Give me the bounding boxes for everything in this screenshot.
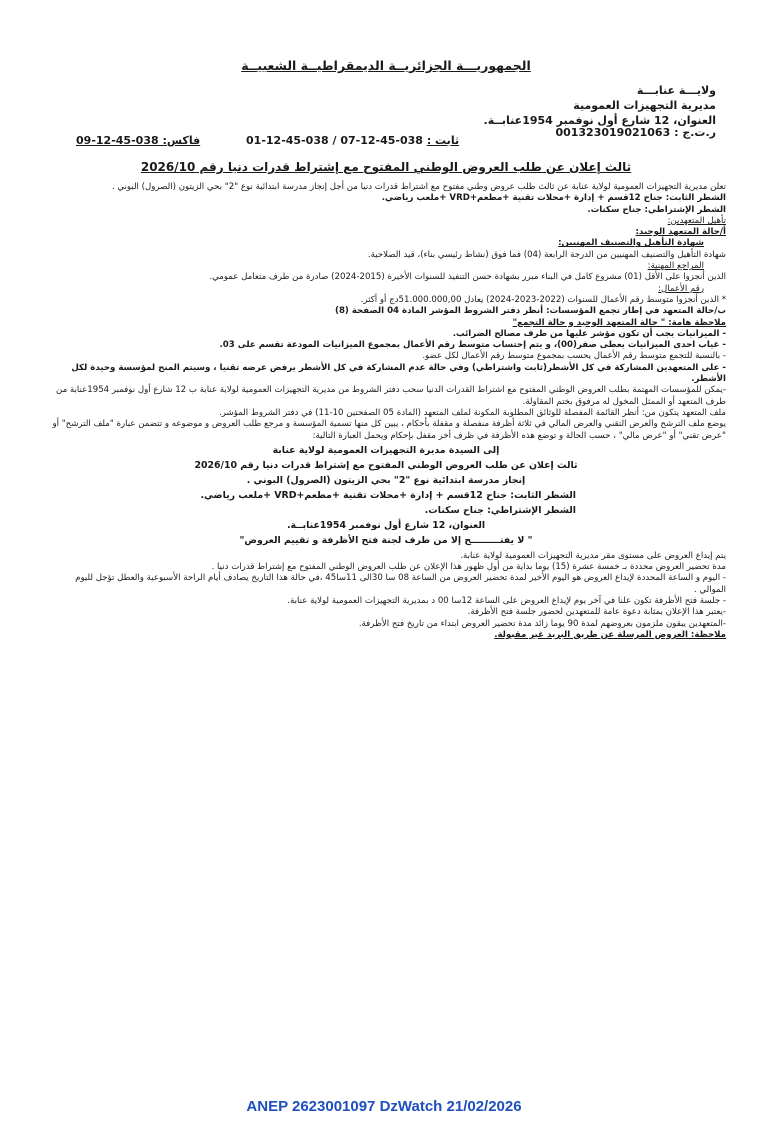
directorate-name: مديرية التجهيزات العمومية (573, 99, 716, 112)
note-item-lots: - على المتعهدين المشاركة في كل الأشطر(ثابت واشتراطي) وفي حالة عدم المشاركة في كل الأشطر يرفض عرضه تقنيا ، وسيتم المنح لمؤسسة وحيدة لكل الأشطر. (71, 362, 726, 385)
references-heading: المراجع المهنية: (647, 261, 704, 272)
announcement-title: ثالث إعلان عن طلب العروض الوطني المفتوح مع إشتراط قدرات دنيا رقم 2026/10 (140, 160, 632, 174)
intro-paragraph: تعلن مديرية التجهيزات العمومية لولاية عنابة عن ثالث طلب عروض وطني مفتوح مع اشتراط قدرات دنيا من أجل إنجاز مدرسة ابتدائية نوع "2" بحي الزيتون (الصرول) البوني . (111, 182, 726, 192)
issuer-address: العنوان، 12 شارع أول نوفمبر 1954عنابــة. (483, 114, 716, 127)
validity-period: -المتعهدين يبقون ملزمون بعروضهم لمدة 90 يوما زائد مدة تحضير العروض ابتداء من تاريخ فتح الأظرفة. (358, 618, 726, 629)
issuer-block (46, 83, 716, 128)
turnover-heading: رقم الأعمال: (658, 283, 704, 294)
turnover-text: * الذين أنجزوا متوسط رقم الأعمال للسنوات (2022-2023-2024) يعادل 51.000.000,00دج أو أكثر. (360, 294, 726, 305)
contact-row (46, 126, 726, 150)
preparation-period: مدة تحضير العروض محددة بـ خمسة عشرة (15) يوما بداية من أول ظهور هذا الإعلان عن طلب العروض الوطني المفتوح مع إشتراط قدرات دنيا . (211, 562, 726, 573)
envelope-title: ثالث إعلان عن طلب العروض الوطني المفتوح مع إشتراط قدرات دنيا رقم 2026/10 (194, 459, 578, 471)
envelope-address: العنوان، 12 شارع أول نوفمبر 1954عنابــة. (286, 519, 486, 531)
note-item-missing: - غياب احدى الميزانيات يعطى صفر(00)، و يتم إحتساب متوسط رقم الأعمال بمجموع الميزانيات المودعة تقسم على 03. (219, 340, 726, 351)
specs-withdrawal: -يمكن للمؤسسات المهتمة بطلب العروض الوطني المفتوح مع اشتراط القدرات الدنيا سحب دفتر الشروط من مديرية التجهيزات العمومية لولاية عنابة ب 12 شارع أول نوفمبر 1954عنابة من طرف المتعهد أو الممثل المخول له مرفوق بختم المقاولة. (56, 385, 726, 407)
conditional-lot: الشطر الإشتراطي: جناح سكنات. (587, 204, 726, 215)
certificate-heading: شهادة التأهيل والتصنيف المهنيين: (558, 238, 704, 249)
certificate-text: شهادة التأهيل والتصنيف المهنيين من الدرجة الرابعة (04) فما فوق (نشاط رئيسي بناء)، قيد الصلاحية. (367, 249, 726, 260)
note-item-tax: - الميزانيات يجب أن تكون مؤشر عليها من طرف مصالح الضرائب. (452, 328, 726, 339)
envelope-recipient: إلى السيدة مديرة التجهيزات العمومية لولاية عنابة (272, 444, 500, 456)
opening-session: - جلسة فتح الأظرفة تكون علنا في آخر يوم لإيداع العروض على الساعة 12سا 00 د بمديرية التجهيزات العمومية لولاية عنابة. (287, 596, 726, 607)
republic-heading: الجمهوريـــة الجزائريــة الديمقراطيــة الشعبيــة (241, 58, 531, 73)
consortium-text: ب/حالة المتعهد في إطار تجمع المؤسسات: أنظر دفتر الشروط المؤشر المادة 04 الصفحة (8) (335, 306, 726, 317)
envelope-warning: " لا يفتـــــــــح إلا من طرف لجنة فتح الأظرفة و تقييم العروض" (239, 534, 533, 546)
deposit-place: يتم إيداع العروض على مستوى مقر مديرية التجهيزات العمومية لولاية عنابة. (460, 550, 726, 561)
single-bidder-heading: أ/حالة المتعهد الوحيد: (635, 227, 726, 238)
wilaya-name: ولايـــة عنابـــة (636, 84, 716, 97)
references-text: الذين أنجزوا على الأقل (01) مشروع كامل في البناء مبرر بشهادة حسن التنفيذ للسنوات الأخيرة (2015-2024) صادرة من طرف متعامل عمومي. (209, 272, 726, 283)
rc-number: ر.ت.ج : 001323019021063 (555, 126, 716, 139)
envelope-project: إنجاز مدرسة ابتدائية نوع "2" بحي الزيتون (الصرول) البوني . (246, 474, 526, 486)
qualification-heading: تأهيل المتعهدين: (667, 215, 726, 226)
invitation-note: -يعتبر هذا الإعلان بمثابة دعوة عامة للمتعهدين لحضور جلسة فتح الأظرفة. (467, 607, 726, 618)
envelope-inscription (46, 444, 726, 547)
envelope-conditional-lot: الشطر الإشتراطي: جناح سكنات. (424, 504, 576, 516)
fixed-lot: الشطر الثابت: جناح 12قسم + إدارة +محلات تقنية +مطعم+VRD +ملعب رياضي. (381, 193, 726, 204)
envelope-fixed-lot: الشطر الثابت: جناح 12قسم + إدارة +محلات تقنية +مطعم+VRD +ملعب رياضي. (200, 489, 576, 501)
announcement-body (46, 182, 726, 442)
announcement (46, 58, 726, 641)
important-note: ملاحظة هامة: " حالة المتعهد الوحيد و حالة التجمع" (512, 317, 726, 328)
bidder-file: ملف المتعهد يتكون من: أنظر القائمة المفصلة للوثائق المطلوبة المكونة لملف المتعهد (المادة 05 الصفحتين 10-11) في دفتر الشروط المؤشر. (219, 407, 726, 418)
postal-note: ملاحظة: العروض المرسلة عن طريق البريد غير مقبولة. (494, 629, 726, 640)
phone-number: ثابت : 038-45-12-07 / 038-45-12-01 (246, 134, 460, 147)
note-item-consortium: - بالنسبة للتجمع متوسط رقم الأعمال يحسب بمجموع متوسط رقم الأعمال لكل عضو. (422, 351, 726, 362)
closing-section (46, 551, 726, 641)
envelope-instructions: يوضع ملف الترشح والعرض التقني والعرض المالي في ثلاثة أظرفة منفصلة و مقفلة بأحكام ، يبين كل منها تسمية المؤسسة و مرجع طلب العروض و موضوعه و تتضمن عبارة "ملف الترشح" أو "عرض تقني" أو "عرض مالي" ، حسب الحالة و توضع هذه الأظرفة في ظرف أخر مقفل بإحكام ويحمل العبارة التالية: (52, 419, 726, 441)
publication-reference: ANEP 2623001097 DzWatch 21/02/2026 (246, 1098, 522, 1115)
deposit-deadline: - اليوم و الساعة المحددة لإيداع العروض هو اليوم الأخير لمدة تحضير العروض من الساعة 08 سا 30الى 11سا45 ،في حالة هذا التاريخ يصادف أيام الراحة الأسبوعية والعطل تؤجل لليوم الموالي . (75, 573, 726, 595)
fax-number: فاكس: 038-45-12-09 (76, 134, 201, 147)
